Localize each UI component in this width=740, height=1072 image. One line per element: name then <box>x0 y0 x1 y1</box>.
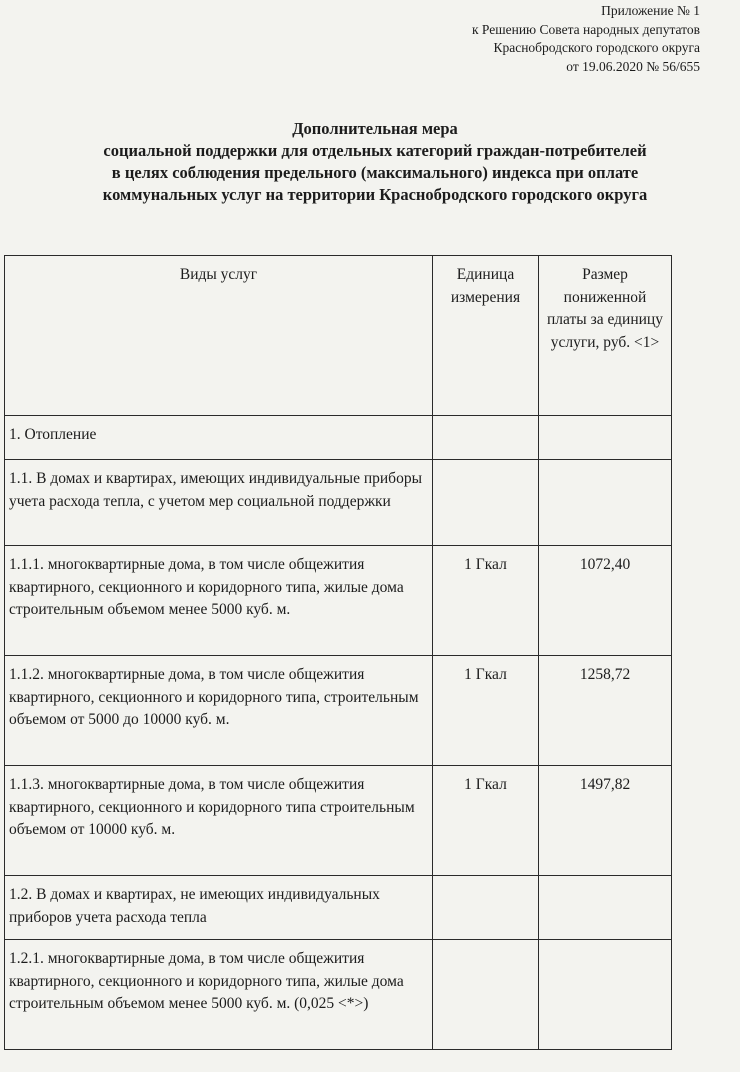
header-price: Размер пониженной платы за единицу услуги, руб. <1> <box>539 256 672 416</box>
annex-line-2: к Решению Совета народных депутатов <box>471 21 700 37</box>
document-title <box>0 118 740 206</box>
row-unit <box>433 876 539 940</box>
row-price <box>539 940 672 1050</box>
row-unit: 1 Гкал <box>433 766 539 876</box>
row-price: 1497,82 <box>539 766 672 876</box>
title-line-3: в целях соблюдения предельного (максимального) индекса при оплате <box>111 163 639 182</box>
header-unit: Единица измерения <box>433 256 539 416</box>
row-service: 1.2. В домах и квартирах, не имеющих индивидуальных приборов учета расхода тепла <box>5 876 433 940</box>
annex-line-3: Краснобродского городского округа <box>493 40 700 55</box>
row-unit <box>433 416 539 460</box>
row-price <box>539 460 672 546</box>
title-line-1: Дополнительная мера <box>292 119 458 138</box>
annex-line-4: от 19.06.2020 № 56/655 <box>566 58 700 74</box>
row-service: 1.1.1. многоквартирные дома, в том числе общежития квартирного, секционного и коридорного типа, жилые дома строительным объемом менее 5000 куб. м. <box>5 546 433 656</box>
row-price <box>539 876 672 940</box>
annex-header <box>472 2 700 76</box>
table-header-row <box>5 256 672 416</box>
row-service: 1. Отопление <box>5 416 433 460</box>
title-line-4: коммунальных услуг на территории Краснобродского городского округа <box>102 185 648 204</box>
row-price: 1072,40 <box>539 546 672 656</box>
row-service: 1.2.1. многоквартирные дома, в том числе общежития квартирного, секционного и коридорного типа, жилые дома строительным объемом менее 5000 куб. м. (0,025 <*>) <box>5 940 433 1050</box>
row-unit: 1 Гкал <box>433 656 539 766</box>
services-table <box>4 255 672 1050</box>
row-service: 1.1.3. многоквартирные дома, в том числе общежития квартирного, секционного и коридорного типа строительным объемом от 10000 куб. м. <box>5 766 433 876</box>
title-line-2: социальной поддержки для отдельных категорий граждан-потребителей <box>103 141 647 160</box>
table-row <box>5 876 672 940</box>
table-row <box>5 940 672 1050</box>
table-row <box>5 460 672 546</box>
row-service: 1.1. В домах и квартирах, имеющих индивидуальные приборы учета расхода тепла, с учетом мер социальной поддержки <box>5 460 433 546</box>
annex-line-1: Приложение № 1 <box>601 3 700 18</box>
row-service: 1.1.2. многоквартирные дома, в том числе общежития квартирного, секционного и коридорного типа, строительным объемом от 5000 до 10000 куб. м. <box>5 656 433 766</box>
row-price: 1258,72 <box>539 656 672 766</box>
row-price <box>539 416 672 460</box>
table-row <box>5 656 672 766</box>
table-row <box>5 416 672 460</box>
row-unit <box>433 940 539 1050</box>
row-unit <box>433 460 539 546</box>
table-row <box>5 546 672 656</box>
table-row <box>5 766 672 876</box>
header-service: Виды услуг <box>5 256 433 416</box>
row-unit: 1 Гкал <box>433 546 539 656</box>
